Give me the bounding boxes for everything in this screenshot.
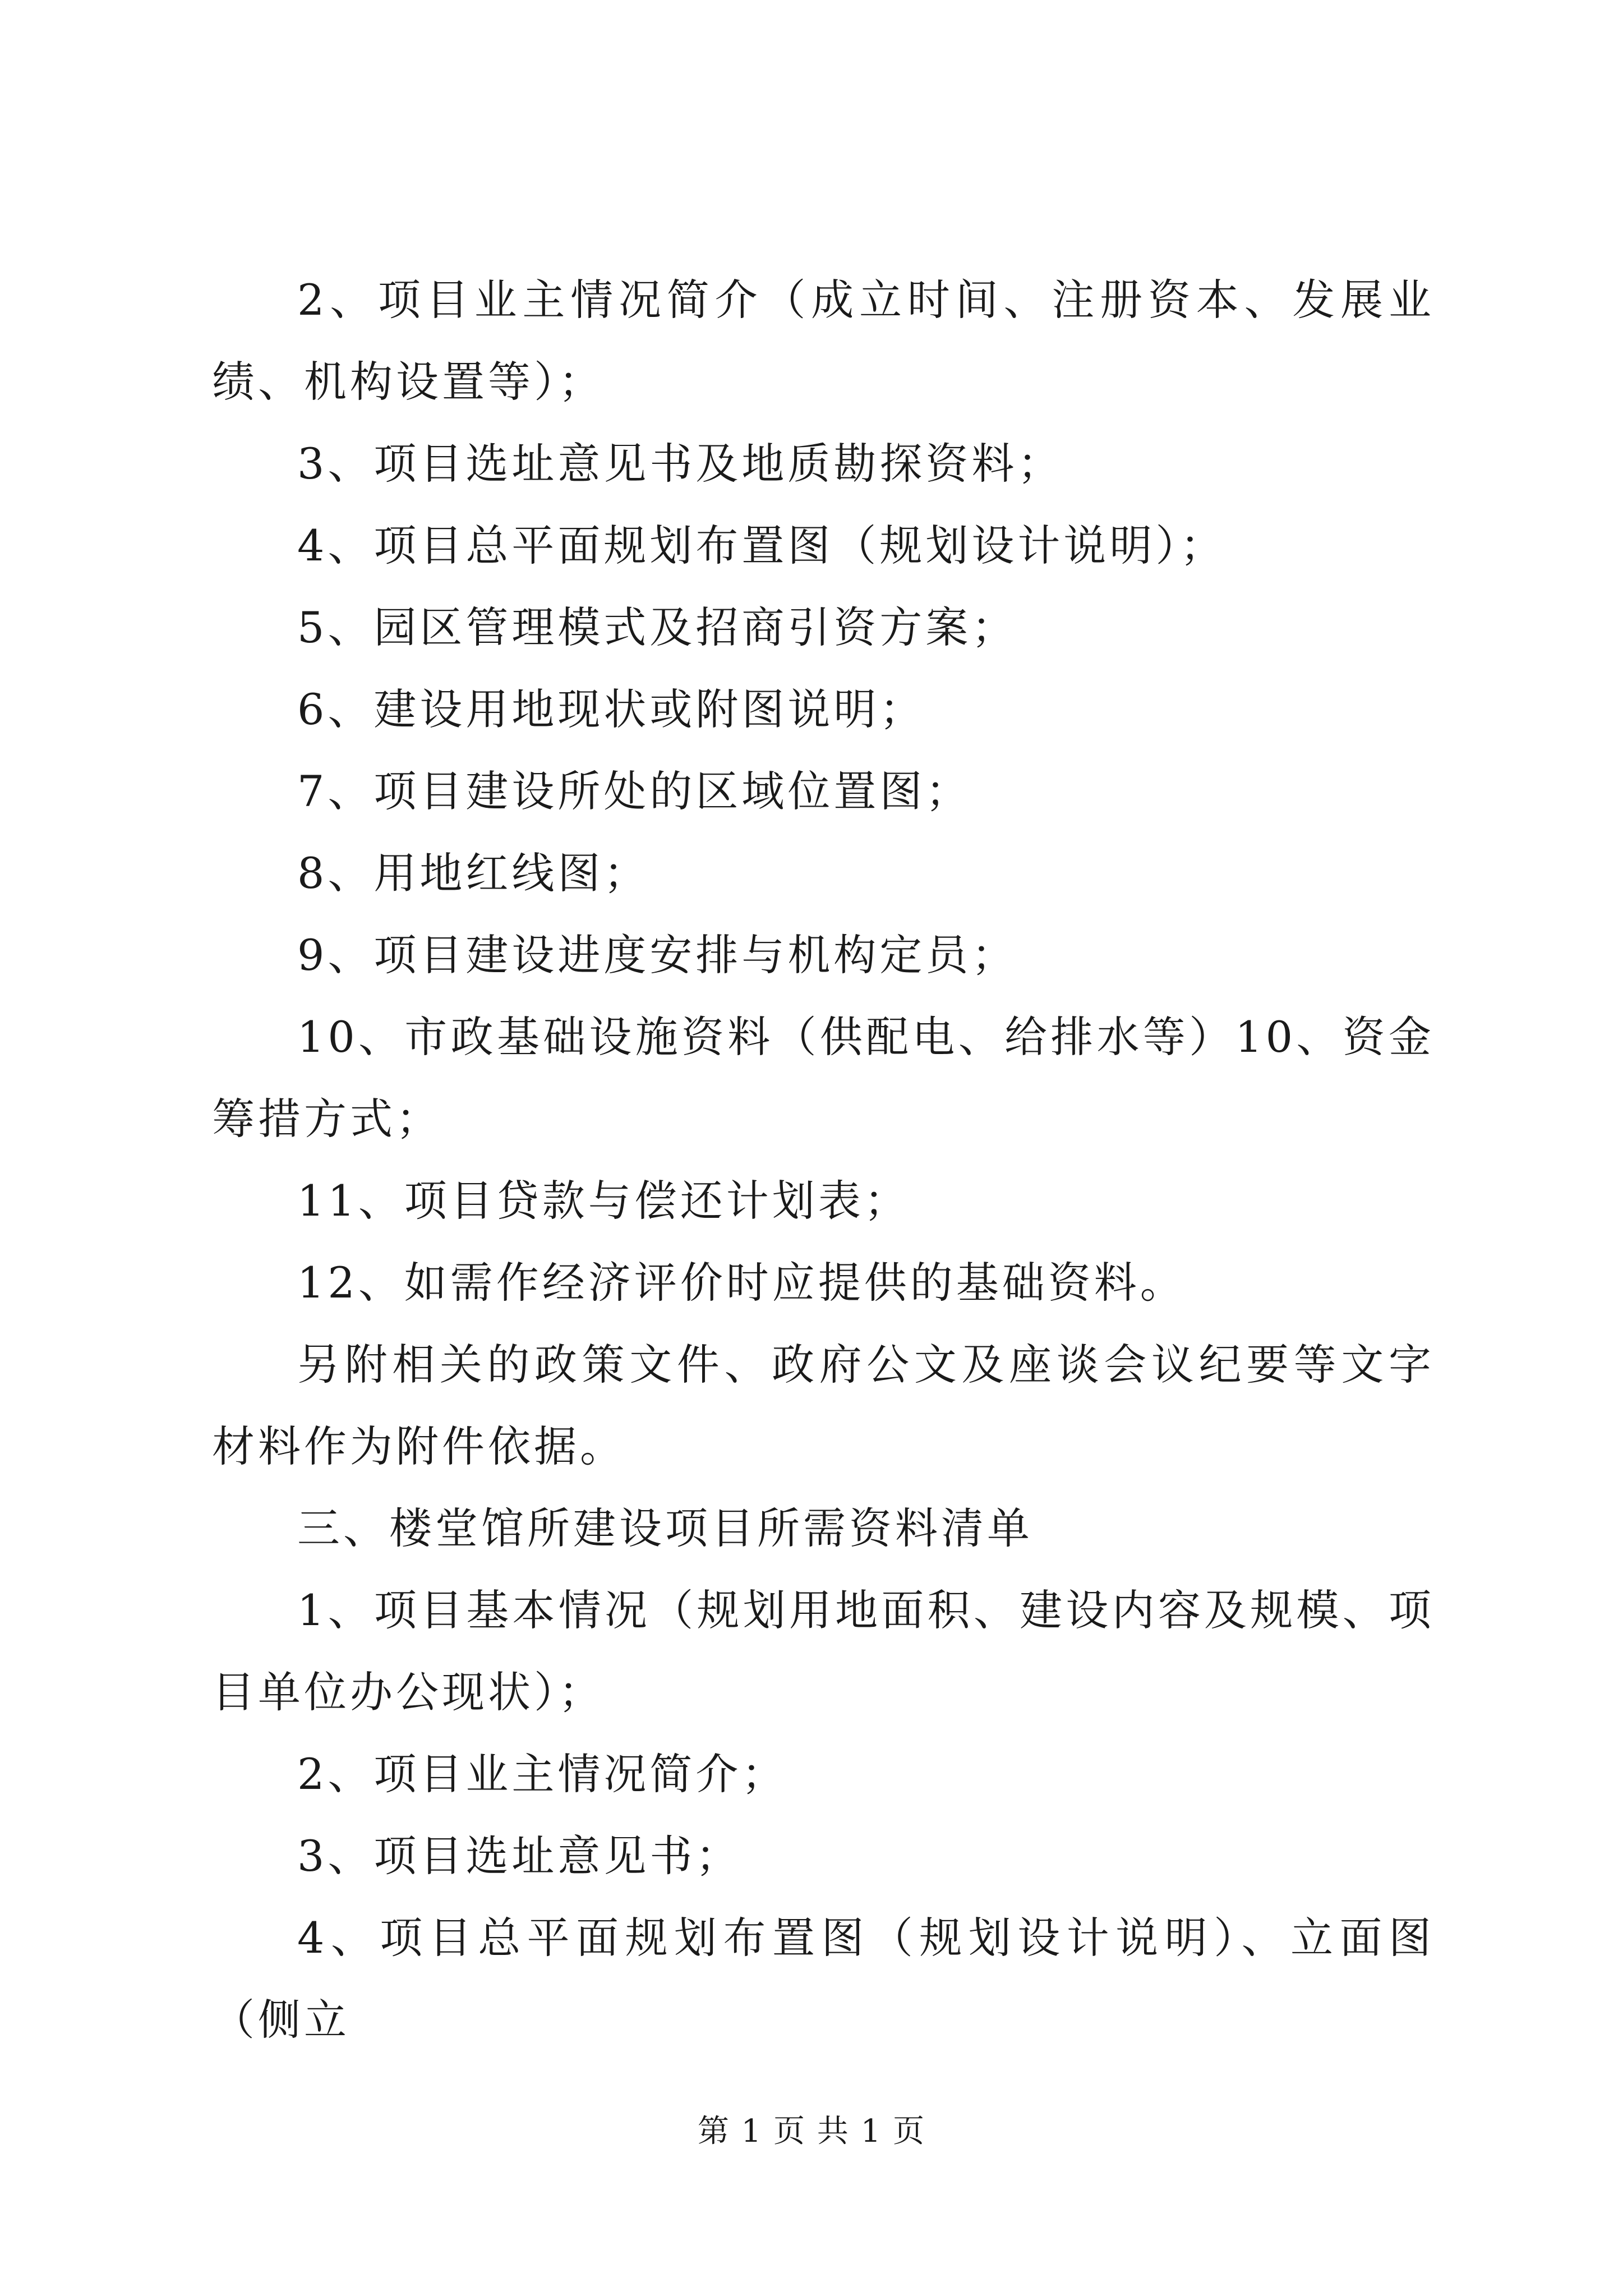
section-heading-buildings: 三、楼堂馆所建设项目所需资料清单: [297, 1503, 1033, 1553]
paragraph-park-management: 5、园区管理模式及招商引资方案；: [297, 602, 1018, 652]
page-number-footer: 第 1 页 共 1 页: [697, 2113, 926, 2150]
paragraph-plan-elevation: 4、项目总平面规划布置图（规划设计说明）、立面图（侧立: [212, 1913, 1435, 2045]
document-body: [212, 259, 1435, 2061]
paragraph-site-opinion: 3、项目选址意见书；: [297, 1831, 742, 1881]
paragraph-red-line-map: 8、用地红线图；: [297, 848, 650, 898]
paragraph-attachments: 另附相关的政策文件、政府公文及座谈会议纪要等文字材料作为附件依据。: [212, 1340, 1435, 1471]
paragraph-loan-repayment: 11、项目贷款与偿还计划表；: [297, 1176, 910, 1226]
paragraph-master-plan: 4、项目总平面规划布置图（规划设计说明）；: [297, 521, 1227, 570]
paragraph-basic-info: 1、项目基本情况（规划用地面积、建设内容及规模、项目单位办公现状）；: [212, 1585, 1435, 1717]
paragraph-owner-brief: 2、项目业主情况简介；: [297, 1749, 788, 1799]
paragraph-location-map: 7、项目建设所处的区域位置图；: [297, 766, 972, 816]
paragraph-land-status: 6、建设用地现状或附图说明；: [297, 684, 926, 734]
paragraph-economic-evaluation: 12、如需作经济评价时应提供的基础资料。: [297, 1258, 1186, 1308]
paragraph-owner-profile: 2、项目业主情况简介（成立时间、注册资本、发展业绩、机构设置等）；: [212, 275, 1435, 407]
paragraph-schedule-staffing: 9、项目建设进度安排与机构定员；: [297, 930, 1018, 980]
paragraph-site-opinion-geology: 3、项目选址意见书及地质勘探资料；: [297, 439, 1064, 489]
paragraph-infrastructure-funding: 10、市政基础设施资料（供配电、给排水等）10、资金筹措方式；: [212, 1012, 1435, 1144]
